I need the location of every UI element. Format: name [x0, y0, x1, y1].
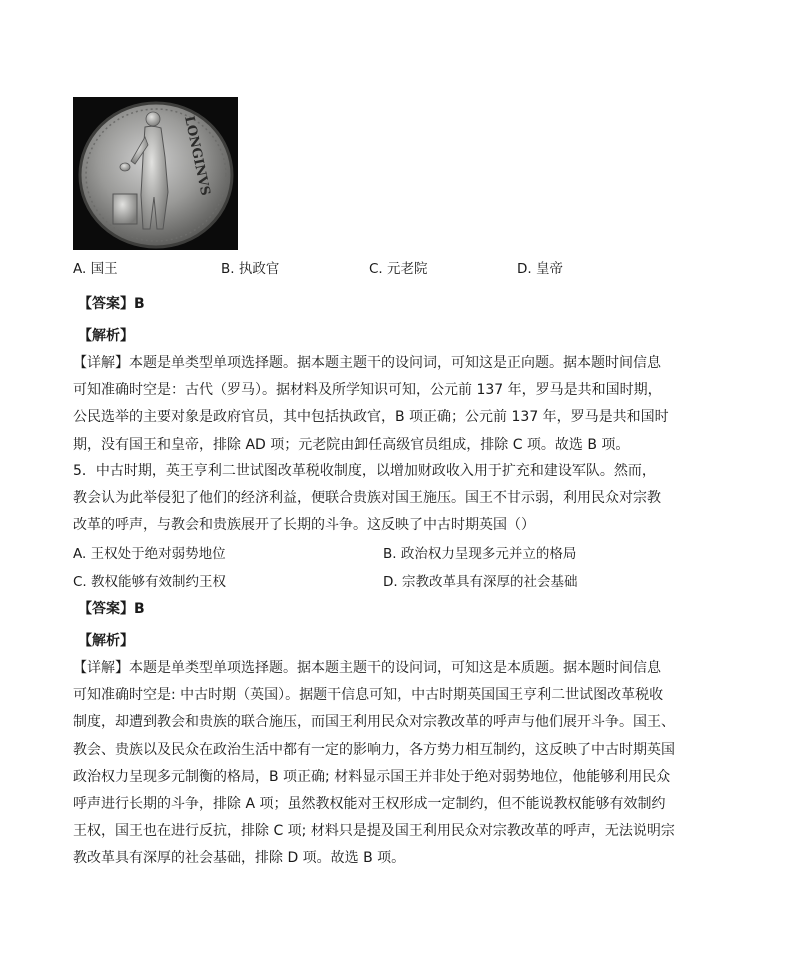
q5-detail	[73, 655, 673, 873]
q4-option-b: B. 执政官	[221, 261, 280, 277]
q5-option-b: B. 政治权力呈现多元并立的格局	[383, 546, 577, 562]
q5-option-d: D. 宗教改革具有深厚的社会基础	[383, 574, 578, 590]
q5-stem-line: 改革的呼声，与教会和贵族展开了长期的斗争。这反映了中古时期英国（）	[73, 517, 535, 534]
coin-legend: LONGINVS	[181, 114, 213, 197]
q5-analysis-title: 【解析】	[78, 633, 134, 649]
q4-detail-line: 可知准确时空是：古代（罗马）。据材料及所学知识可知，公元前 137 年，罗马是共和国时期，	[73, 382, 662, 399]
q5-detail-line: 王权，国王也在进行反抗，排除 C 项; 材料只是提及国王利用民众对宗教改革的呼声，无法说明宗	[73, 823, 675, 840]
q5-detail-line: 政治权力呈现多元制衡的格局，B 项正确; 材料显示国王并非处于绝对弱势地位，他能够利用民众	[73, 768, 671, 785]
q5-detail-line: 制度，却遭到教会和贵族的联合施压，而国王利用民众对宗教改革的呼声与他们展开斗争。国王、	[73, 714, 675, 731]
q4-option-a: A. 国王	[73, 261, 118, 277]
q4-detail	[73, 350, 673, 459]
q5-stem	[73, 458, 673, 540]
q4-detail-line: 期，没有国王和皇帝，排除 AD 项；元老院由卸任高级官员组成，排除 C 项。故选 B 项。	[73, 436, 630, 453]
q5-detail-line: 呼声进行长期的斗争，排除 A 项；虽然教权能对王权形成一定制约，但不能说教权能够有效制约	[73, 795, 666, 812]
q5-option-c: C. 教权能够有效制约王权	[73, 574, 227, 590]
q5-stem-line: 5．中古时期，英王亨利二世试图改革税收制度，以增加财政收入用于扩充和建设军队。然而，	[73, 463, 656, 479]
q4-detail-line: 公民选举的主要对象是政府官员，其中包括执政官，B 项正确；公元前 137 年，罗马是共和国时	[73, 409, 669, 426]
q5-detail-line: 教改革具有深厚的社会基础，排除 D 项。故选 B 项。	[73, 850, 406, 867]
q5-detail-line: 可知准确时空是: 中古时期（英国）。据题干信息可知，中古时期英国国王亨利二世试图改革税收	[73, 687, 664, 704]
q4-answer: 【答案】B	[78, 296, 145, 312]
q4-option-c: C. 元老院	[369, 261, 428, 277]
coin-illustration	[73, 97, 238, 250]
q5-answer: 【答案】B	[78, 601, 145, 617]
q4-detail-line: 【详解】本题是单类型单项选择题。据本题主题干的设问词，可知这是正向题。据本题时间信息	[73, 355, 661, 371]
q5-detail-line: 教会、贵族以及民众在政治生活中都有一定的影响力，各方势力相互制约，这反映了中古时期英国	[73, 741, 675, 758]
q5-detail-line: 【详解】本题是单类型单项选择题。据本题主题干的设问词，可知这是本质题。据本题时间信息	[73, 660, 661, 676]
q5-option-a: A. 王权处于绝对弱势地位	[73, 546, 226, 562]
q5-stem-line: 教会认为此举侵犯了他们的经济利益，便联合贵族对国王施压。国王不甘示弱，利用民众对宗教	[73, 490, 661, 507]
q4-analysis-title: 【解析】	[78, 328, 134, 344]
roman-coin-image	[73, 97, 238, 250]
q4-option-d: D. 皇帝	[517, 261, 563, 277]
